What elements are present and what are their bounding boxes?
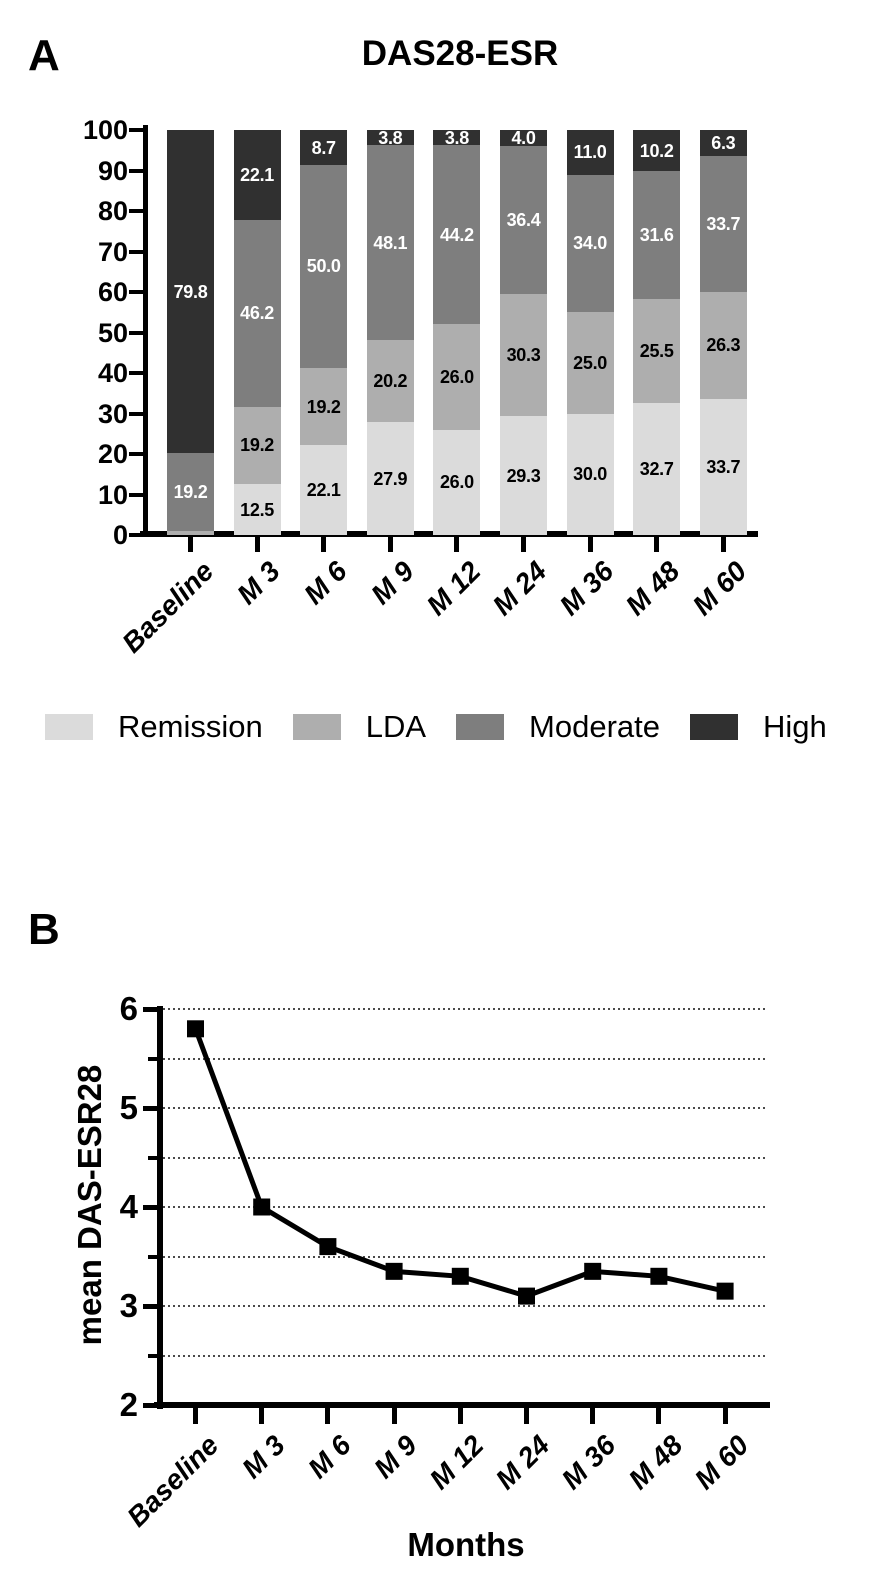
y-tick-label: 5	[119, 1089, 138, 1126]
x-tick-label: M 9	[368, 1429, 424, 1485]
bar-value-label: 33.7	[706, 213, 741, 234]
legend-item-lda	[293, 710, 456, 744]
x-tick-label: M 24	[489, 1429, 556, 1496]
x-tick-label: M 24	[486, 555, 553, 622]
y-tick	[143, 1106, 157, 1111]
bar-value-label: 19.2	[173, 482, 208, 503]
bar-value-label: 12.5	[240, 499, 275, 520]
x-tick-label: M 48	[622, 1429, 689, 1496]
y-tick-label: 50	[97, 317, 128, 348]
x-tick	[521, 537, 526, 552]
y-tick-label: 20	[97, 439, 128, 469]
y-tick	[129, 128, 144, 132]
x-tick-label: M 12	[423, 1429, 490, 1496]
y-tick-label: 90	[97, 155, 128, 186]
bar-value-label: 10.2	[639, 140, 674, 161]
y-tick-label: 0	[112, 520, 128, 550]
x-axis-label: Months	[407, 1526, 525, 1563]
y-tick-label: 60	[97, 277, 128, 307]
y-tick-label: 3	[119, 1287, 138, 1324]
x-tick-label: M 12	[420, 555, 487, 622]
data-point-marker	[518, 1288, 535, 1305]
bar-value-label: 19.2	[240, 435, 275, 456]
bar-value-label: 22.1	[240, 164, 275, 185]
data-point-marker	[386, 1263, 403, 1280]
y-tick-label: 6	[119, 990, 138, 1027]
bar-value-label: 30.0	[573, 464, 608, 485]
x-tick	[654, 537, 659, 552]
bar-value-label: 26.3	[706, 335, 741, 356]
bar-value-label: 46.2	[240, 303, 275, 324]
y-tick-label: 70	[97, 236, 128, 267]
bar-value-label: 79.8	[173, 281, 208, 302]
x-tick-label: M 3	[231, 555, 287, 611]
y-tick-label: 80	[97, 196, 128, 226]
y-tick	[129, 533, 144, 537]
data-point-marker	[717, 1283, 734, 1300]
y-tick-label: 4	[119, 1188, 138, 1225]
bar-chart-legend	[45, 710, 857, 744]
data-point-marker	[452, 1268, 469, 1285]
bar-value-label: 11.0	[573, 142, 607, 163]
legend-label: Remission	[118, 709, 263, 744]
panel-a-letter: A	[28, 31, 60, 80]
legend-swatch-lda	[293, 714, 341, 740]
legend-item-moderate	[456, 710, 690, 744]
x-tick-label: M 36	[553, 555, 620, 622]
x-tick	[255, 537, 260, 552]
bar-value-label: 22.1	[306, 480, 341, 501]
x-tick-label: M 60	[688, 1429, 755, 1496]
data-point-marker	[319, 1238, 336, 1255]
chart-title: DAS28-ESR	[361, 34, 559, 73]
legend-swatch-moderate	[456, 714, 504, 740]
x-tick-label: M 6	[297, 555, 353, 611]
bar-value-label: 20.2	[373, 371, 408, 392]
y-minor-tick	[148, 1057, 157, 1061]
bar-value-label: 29.3	[506, 465, 541, 486]
legend-label: LDA	[365, 709, 427, 744]
data-point-marker	[584, 1263, 601, 1280]
y-minor-tick	[148, 1354, 157, 1358]
y-tick	[143, 1007, 157, 1012]
y-tick-label: 40	[97, 358, 128, 388]
y-tick-label: 30	[97, 398, 128, 429]
bar-value-label: 8.7	[311, 137, 336, 158]
line-series	[160, 1000, 772, 1412]
panel-b-letter: B	[28, 905, 60, 954]
x-tick-label: M 36	[555, 1429, 622, 1496]
line-path	[196, 1029, 726, 1296]
x-tick-label: M 48	[619, 555, 686, 622]
x-tick	[721, 537, 726, 552]
legend-item-remission	[45, 710, 293, 744]
data-point-marker	[253, 1199, 270, 1216]
bar-value-label: 26.0	[439, 472, 474, 493]
bar-value-label: 36.4	[506, 209, 541, 230]
x-tick	[388, 537, 393, 552]
bar-value-label: 48.1	[373, 232, 408, 253]
y-tick	[129, 371, 144, 375]
bar-value-label: 27.9	[373, 468, 408, 489]
y-tick-label: 100	[82, 115, 128, 145]
y-axis-label: mean DAS-ESR28	[71, 1064, 108, 1346]
data-point-marker	[187, 1020, 204, 1037]
y-tick	[129, 250, 144, 254]
y-tick	[129, 209, 144, 213]
x-tick	[321, 537, 326, 552]
x-tick	[588, 537, 593, 552]
bar-value-label: 25.0	[573, 352, 608, 373]
y-tick	[129, 452, 144, 456]
x-tick-label: Baseline	[121, 1429, 225, 1533]
y-tick-label: 2	[119, 1386, 138, 1423]
legend-label: Moderate	[529, 709, 660, 744]
bar-value-label: 3.8	[444, 127, 469, 148]
bar-value-label: 31.6	[639, 225, 674, 246]
y-tick	[129, 331, 144, 335]
bar-value-label: 44.2	[439, 224, 474, 245]
bar-value-label: 25.5	[639, 340, 674, 361]
bar-value-label: 30.3	[506, 344, 541, 365]
y-tick	[129, 412, 144, 416]
bar-value-label: 19.2	[306, 396, 341, 417]
y-tick	[129, 493, 144, 497]
legend-swatch-high	[690, 714, 738, 740]
x-tick-label: M 3	[235, 1429, 291, 1485]
y-minor-tick	[148, 1156, 157, 1160]
bar-value-label: 32.7	[639, 458, 674, 479]
y-tick	[143, 1403, 157, 1408]
bar-value-label: 34.0	[573, 233, 608, 254]
x-tick	[188, 537, 193, 552]
y-tick	[143, 1304, 157, 1309]
bar-value-label: 33.7	[706, 456, 741, 477]
y-tick	[129, 290, 144, 294]
legend-item-high	[690, 710, 857, 744]
y-minor-tick	[148, 1255, 157, 1259]
x-tick-label: M 6	[302, 1429, 358, 1485]
legend-swatch-remission	[45, 714, 93, 740]
bar-value-label: 4.0	[511, 128, 536, 149]
y-tick	[129, 169, 144, 173]
x-tick-label: M 9	[364, 555, 420, 611]
x-tick	[454, 537, 459, 552]
x-tick-label: Baseline	[116, 555, 220, 659]
bar-value-label: 3.8	[378, 127, 403, 148]
data-point-marker	[650, 1268, 667, 1285]
bar-value-label: 6.3	[711, 132, 736, 153]
y-tick	[143, 1205, 157, 1210]
x-tick-label: M 60	[686, 555, 753, 622]
legend-label: High	[763, 709, 827, 744]
y-tick-label: 10	[97, 479, 128, 510]
bar-value-label: 26.0	[439, 367, 474, 388]
bar-value-label: 50.0	[306, 256, 341, 277]
